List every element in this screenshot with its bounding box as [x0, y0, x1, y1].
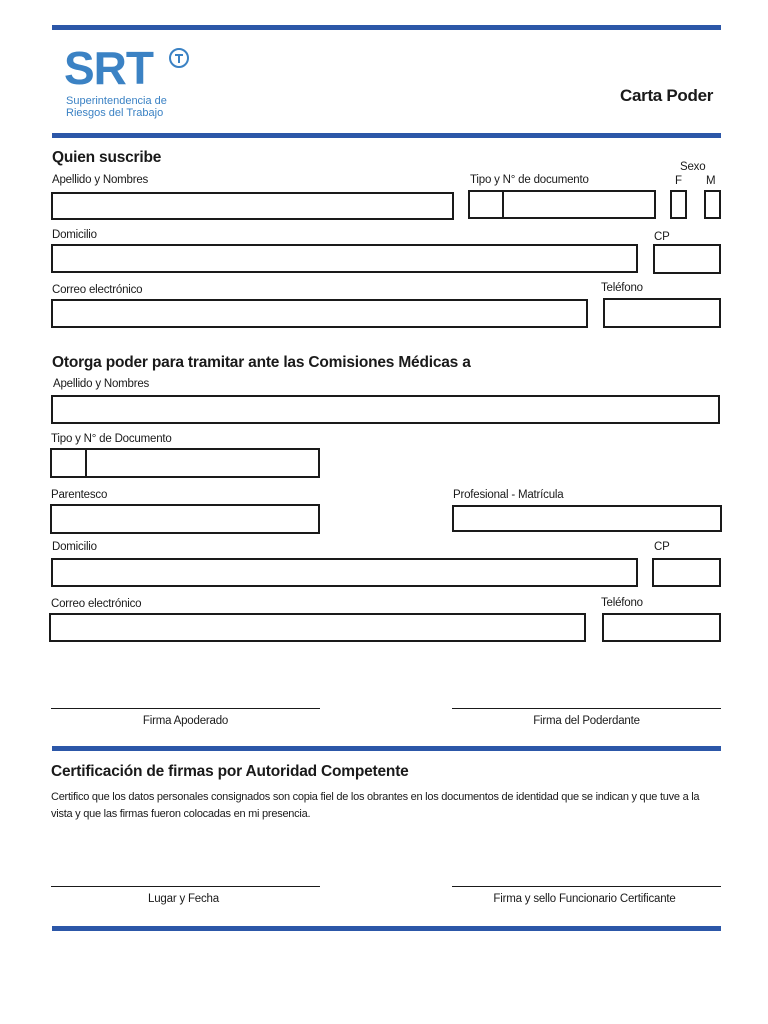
signature-apoderado-label: Firma Apoderado: [142, 715, 229, 727]
document-title: Carta Poder: [620, 86, 714, 105]
logo-line2: Riesgos del Trabajo: [66, 107, 164, 119]
s1-numero-doc-field[interactable]: [502, 190, 656, 219]
s2-parentesco-label: Parentesco: [51, 489, 108, 501]
s1-telefono-field[interactable]: [603, 298, 721, 328]
s2-parentesco-field[interactable]: [50, 504, 320, 534]
srt-logo: [64, 44, 204, 124]
s2-correo-field[interactable]: [49, 613, 586, 642]
s1-telefono-label: Teléfono: [601, 282, 643, 294]
certification-heading: Certificación de firmas por Autoridad Competente: [51, 763, 409, 780]
signature-line-lugar: [51, 886, 320, 887]
s1-apellido-label: Apellido y Nombres: [52, 174, 149, 186]
s2-apellido-label: Apellido y Nombres: [53, 378, 150, 390]
header-rule: [52, 133, 721, 138]
s1-domicilio-field[interactable]: [51, 244, 638, 273]
firma-sello-label: Firma y sello Funcionario Certificante: [493, 893, 676, 905]
s1-tipo-doc-field[interactable]: [468, 190, 504, 219]
certification-text: Certifico que los datos personales consignados son copia fiel de los obrantes en los documentos de identidad que se indican y que tuve a la vista y que las firmas fueron colocadas en mi presencia.: [51, 791, 700, 820]
s1-tipo-doc-label: Tipo y N° de documento: [470, 174, 589, 186]
s1-correo-label: Correo electrónico: [52, 284, 143, 296]
s2-profesional-field[interactable]: [452, 505, 722, 532]
s2-tipo-doc-field[interactable]: [50, 448, 87, 478]
s1-sexo-label: Sexo: [680, 161, 706, 173]
section1-heading: Quien suscribe: [52, 149, 162, 166]
s1-domicilio-label: Domicilio: [52, 229, 97, 241]
s2-cp-label: CP: [654, 541, 670, 553]
logo-acronym: SRT: [64, 42, 153, 94]
s1-sexo-f-label: F: [675, 175, 682, 187]
certification-rule: [52, 746, 721, 751]
s1-correo-field[interactable]: [51, 299, 588, 328]
signature-line-poderdante: [452, 708, 721, 709]
s2-tipo-doc-label: Tipo y N° de Documento: [51, 433, 172, 445]
s2-telefono-field[interactable]: [602, 613, 721, 642]
lugar-fecha-label: Lugar y Fecha: [148, 893, 219, 905]
s2-correo-label: Correo electrónico: [51, 598, 142, 610]
signature-poderdante-label: Firma del Poderdante: [533, 715, 640, 727]
s1-apellido-field[interactable]: [51, 192, 454, 220]
s2-domicilio-field[interactable]: [51, 558, 638, 587]
s2-cp-field[interactable]: [652, 558, 721, 587]
bottom-rule: [52, 926, 721, 931]
s2-domicilio-label: Domicilio: [52, 541, 97, 553]
s1-cp-label: CP: [654, 231, 670, 243]
logo-emblem-icon: [168, 47, 190, 69]
top-rule: [52, 25, 721, 30]
s1-sexo-m-label: M: [706, 175, 716, 187]
s2-telefono-label: Teléfono: [601, 597, 643, 609]
s2-profesional-label: Profesional - Matrícula: [453, 489, 564, 501]
s1-cp-field[interactable]: [653, 244, 721, 274]
s2-apellido-field[interactable]: [51, 395, 720, 424]
section2-heading: Otorga poder para tramitar ante las Comisiones Médicas a: [52, 354, 471, 371]
s2-numero-doc-field[interactable]: [85, 448, 320, 478]
logo-line1: Superintendencia de: [66, 95, 167, 107]
s1-sexo-m-checkbox[interactable]: [704, 190, 721, 219]
signature-line-funcionario: [452, 886, 721, 887]
s1-sexo-f-checkbox[interactable]: [670, 190, 687, 219]
signature-line-apoderado: [51, 708, 320, 709]
